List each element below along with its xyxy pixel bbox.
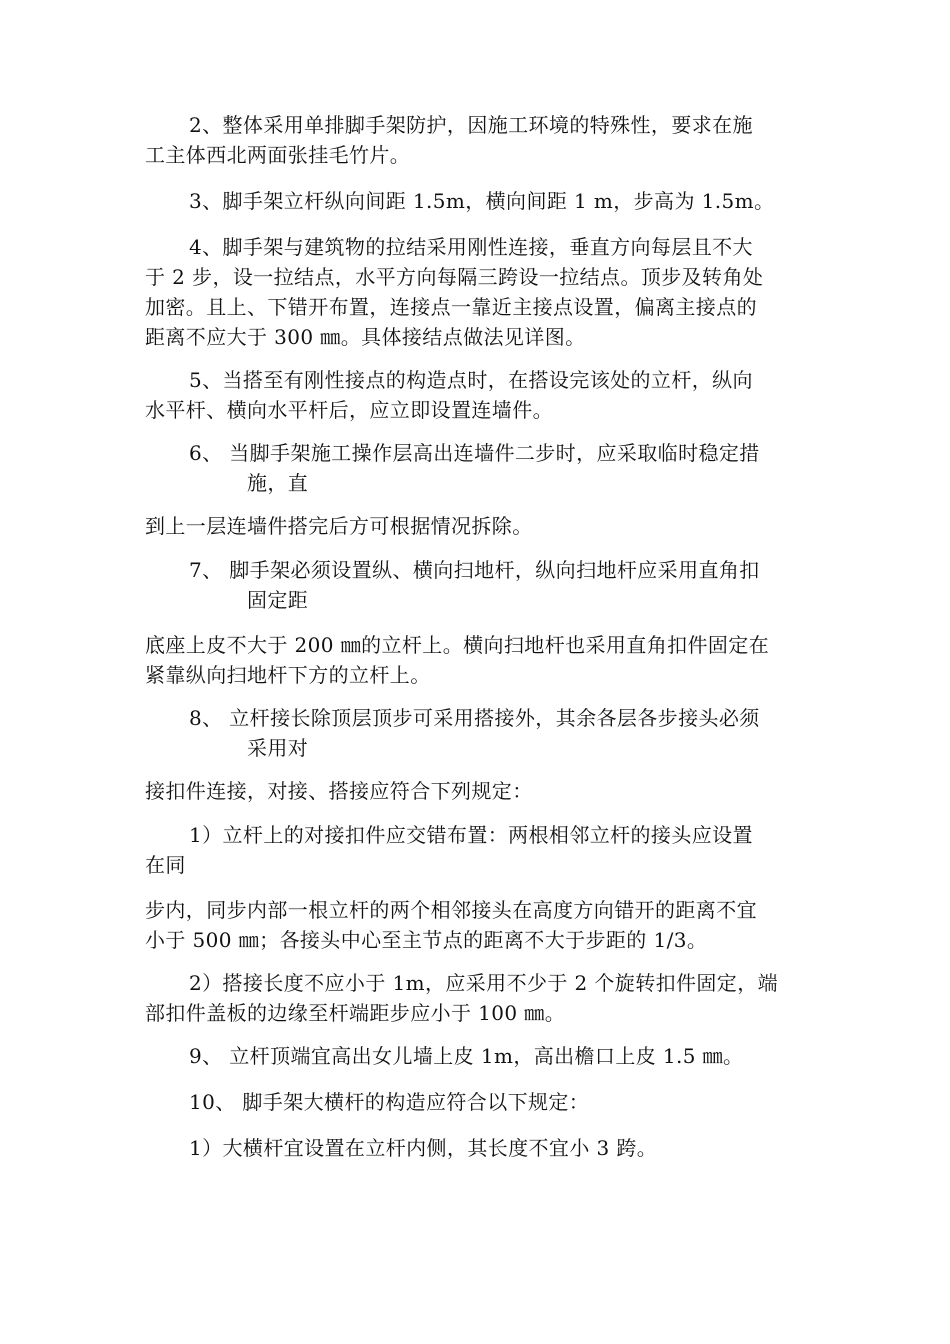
text-line: 加密。且上、下错开布置，连接点一靠近主接点设置，偏离主接点的 <box>145 295 757 319</box>
text-line: 步内，同步内部一根立杆的两个相邻接头在高度方向错开的距离不宜 <box>145 898 757 922</box>
text-line: 工主体西北两面张挂毛竹片。 <box>145 143 411 167</box>
text-line: 8、 立杆接长除顶层顶步可采用搭接外，其余各层各步接头必须 <box>189 706 760 730</box>
text-line: 7、 脚手架必须设置纵、横向扫地杆，纵向扫地杆应采用直角扣 <box>189 558 760 582</box>
text-line: 2、整体采用单排脚手架防护，因施工环境的特殊性，要求在施 <box>189 113 753 137</box>
text-line: 9、 立杆顶端宜高出女儿墙上皮 1m，高出檐口上皮 1.5 ㎜。 <box>189 1044 744 1068</box>
text-line: 在同 <box>145 853 186 877</box>
text-line: 10、 脚手架大横杆的构造应符合以下规定： <box>189 1090 590 1114</box>
text-line: 固定距 <box>247 588 309 612</box>
text-line: 部扣件盖板的边缘至杆端距步应小于 100 ㎜。 <box>145 1001 566 1025</box>
text-line: 采用对 <box>247 736 309 760</box>
text-line: 4、脚手架与建筑物的拉结采用刚性连接，垂直方向每层且不大 <box>189 235 753 259</box>
text-line: 水平杆、横向水平杆后，应立即设置连墙件。 <box>145 398 553 422</box>
text-line: 6、 当脚手架施工操作层高出连墙件二步时，应采取临时稳定措 <box>189 441 760 465</box>
text-line: 3、脚手架立杆纵向间距 1.5m，横向间距 1 m，步高为 1.5m。 <box>189 189 775 213</box>
text-line: 距离不应大于 300 ㎜。具体接结点做法见详图。 <box>145 325 586 349</box>
text-line: 1）立杆上的对接扣件应交错布置：两根相邻立杆的接头应设置 <box>189 823 753 847</box>
text-line: 接扣件连接，对接、搭接应符合下列规定： <box>145 779 533 803</box>
text-line: 小于 500 ㎜；各接头中心至主节点的距离不大于步距的 1/3。 <box>145 928 708 952</box>
text-line: 2）搭接长度不应小于 1m，应采用不少于 2 个旋转扣件固定，端 <box>189 971 779 995</box>
text-line: 到上一层连墙件搭完后方可根据情况拆除。 <box>145 514 533 538</box>
text-line: 紧靠纵向扫地杆下方的立杆上。 <box>145 663 431 687</box>
text-line: 施，直 <box>247 471 309 495</box>
text-line: 5、当搭至有刚性接点的构造点时，在搭设完该处的立杆，纵向 <box>189 368 753 392</box>
text-line: 1）大横杆宜设置在立杆内侧，其长度不宜小 3 跨。 <box>189 1136 658 1160</box>
text-line: 底座上皮不大于 200 ㎜的立杆上。横向扫地杆也采用直角扣件固定在 <box>145 633 770 657</box>
text-line: 于 2 步，设一拉结点，水平方向每隔三跨设一拉结点。顶步及转角处 <box>145 265 764 289</box>
